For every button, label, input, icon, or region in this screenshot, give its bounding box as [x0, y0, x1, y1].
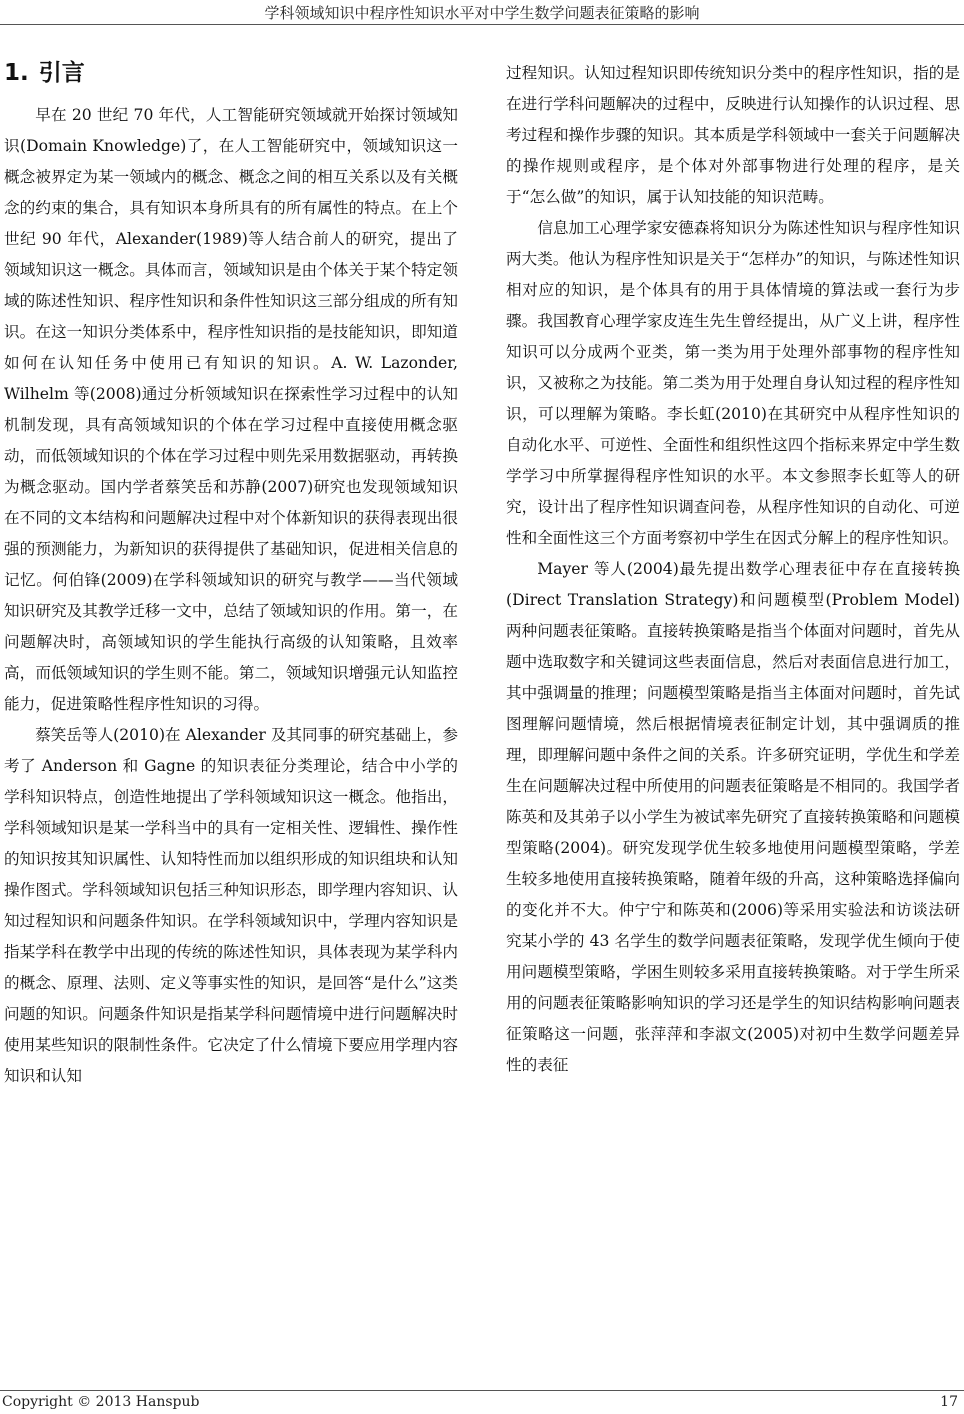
page-number: 17 [940, 1394, 958, 1410]
section-title: 引言 [38, 60, 85, 86]
left-column [4, 56, 458, 1092]
paragraph-continuation: 过程知识。认知过程知识即传统知识分类中的程序性知识，指的是在进行学科问题解决的过程中，反映进行认知操作的认识过程、思考过程和操作步骤的知识。其本质是学科领域中一套关于问题解决的操作规则或程序，是个体对外部事物进行处理的程序，是关于“怎么做”的知识，属于认知技能的知识范畴。 [506, 64, 960, 206]
section-heading [4, 56, 458, 90]
footer-divider [0, 1390, 964, 1391]
paragraph: 早在 20 世纪 70 年代，人工智能研究领域就开始探讨领域知识(Domain Knowledge)了，在人工智能研究中，领域知识这一概念被界定为某一领域内的概念、概念之间的相互关系以及有关概念的约束的集合，具有知识本身所具有的所有属性的特点。在上个世纪 90 年代，Alexander(1989)等人结合前人的研究，提出了领域知识这一概念。具体而言，领域知识是由个体关于某个特定领域的陈述性知识、程序性知识和条件性知识这三部分组成的所有知识。在这一知识分类体系中，程序性知识指的是技能知识，即知道如何在认知任务中使用已有知识的知识。A. W. Lazonder, Wilhelm 等(2008)通过分析领域知识在探索性学习过程中的认知机制发现，具有高领域知识的个体在学习过程中直接使用概念驱动，而低领域知识的个体在学习过程中则先采用数据驱动，再转换为概念驱动。国内学者蔡笑岳和苏静(2007)研究也发现领域知识在不同的文本结构和问题解决过程中对个体新知识的获得表现出很强的预测能力，为新知识的获得提供了基础知识，促进相关信息的记忆。何伯锋(2009)在学科领域知识的研究与教学——当代领域知识研究及其教学迁移一文中，总结了领域知识的作用。第一，在问题解决时，高领域知识的学生能执行高级的认知策略，且效率高，而低领域知识的学生则不能。第二，领域知识增强元认知监控能力，促进策略性程序性知识的习得。 [4, 106, 458, 713]
paragraph: 信息加工心理学家安德森将知识分为陈述性知识与程序性知识两大类。他认为程序性知识是关于“怎样办”的知识，与陈述性知识相对应的知识，是个体具有的用于具体情境的算法或一套行为步骤。我国教育心理学家皮连生先生曾经提出，从广义上讲，程序性知识可以分成两个亚类，第一类为用于处理外部事物的程序性知识，又被称之为技能。第二类为用于处理自身认知过程的程序性知识，可以理解为策略。李长虹(2010)在其研究中从程序性知识的自动化水平、可逆性、全面性和组织性这四个指标来界定中学生数学学习中所掌握得程序性知识的水平。本文参照李长虹等人的研究，设计出了程序性知识调查问卷，从程序性知识的自动化、可逆性和全面性这三个方面考察初中学生在因式分解上的程序性知识。 [506, 219, 960, 547]
copyright-notice: Copyright © 2013 Hanspub [2, 1394, 200, 1410]
running-header: 学科领域知识中程序性知识水平对中学生数学问题表征策略的影响 [264, 4, 700, 22]
paragraph: 蔡笑岳等人(2010)在 Alexander 及其同事的研究基础上，参考了 Anderson 和 Gagne 的知识表征分类理论，结合中小学的学科知识特点，创造性地提出了学科领域知识这一概念。他指出，学科领域知识是某一学科当中的具有一定相关性、逻辑性、操作性的知识按其知识属性、认知特性而加以组织形成的知识组块和认知操作图式。学科领域知识包括三种知识形态，即学理内容知识、认知过程知识和问题条件知识。在学科领域知识中，学理内容知识是指某学科在教学中出现的传统的陈述性知识，具体表现为某学科内的概念、原理、法则、定义等事实性的知识，是回答“是什么”这类问题的知识。问题条件知识是指某学科问题情境中进行问题解决时使用某些知识的限制性条件。它决定了什么情境下要应用学理内容知识和认知 [4, 726, 458, 1085]
header-divider [0, 24, 964, 25]
section-number: 1. [4, 60, 29, 86]
paragraph: Mayer 等人(2004)最先提出数学心理表征中存在直接转换(Direct Translation Strategy)和问题模型(Problem Model)两种问题表征策略。直接转换策略是指当个体面对问题时，首先从题中选取数字和关键词这些表面信息，然后对表面信息进行加工，其中强调量的推理；问题模型策略是指当主体面对问题时，首先试图理解问题情境，然后根据情境表征制定计划，其中强调质的推理，即理解问题中条件之间的关系。许多研究证明，学优生和学差生在问题解决过程中所使用的问题表征策略是不相同的。我国学者陈英和及其弟子以小学生为被试率先研究了直接转换策略和问题模型策略(2004)。研究发现学优生较多地使用问题模型策略，学差生较多地使用直接转换策略，随着年级的升高，这种策略选择偏向的变化并不大。仲宁宁和陈英和(2006)等采用实验法和访谈法研究某小学的 43 名学生的数学问题表征策略，发现学优生倾向于使用问题模型策略，学困生则较多采用直接转换策略。对于学生所采用的问题表征策略影响知识的学习还是学生的知识结构影响问题表征策略这一问题，张萍萍和李淑文(2005)对初中生数学问题差异性的表征 [506, 560, 960, 1074]
right-column [506, 58, 960, 1081]
